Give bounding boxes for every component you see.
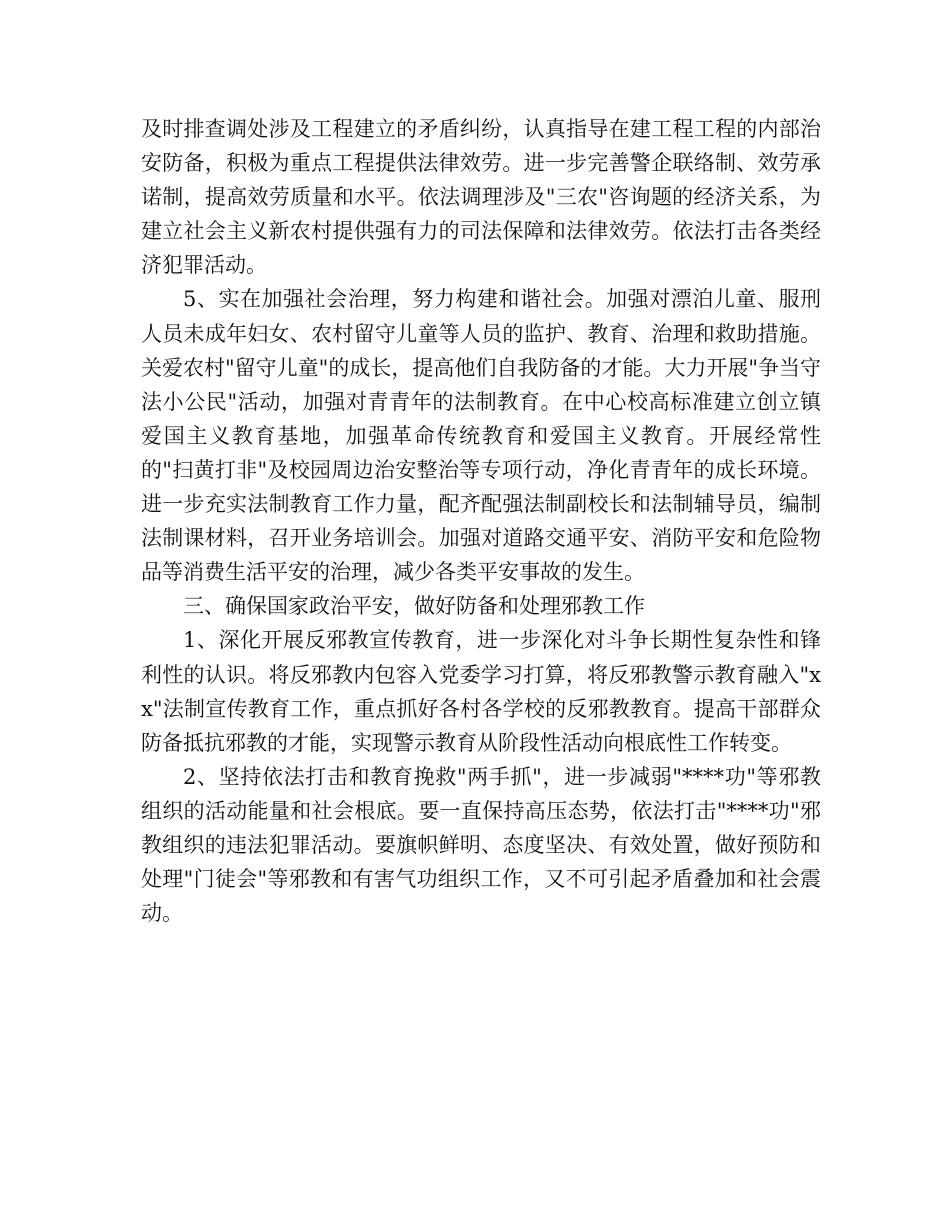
paragraph-item-1: 1、深化开展反邪教宣传教育，进一步深化对斗争长期性复杂性和锋利性的认识。将反邪教内包容入党委学习打算，将反邪教警示教育融入"xx"法制宣传教育工作，重点抓好各村各学校的反邪教教育。提高干部群众防备抵抗邪教的才能，实现警示教育从阶段性活动向根底性工作转变。 [141, 628, 821, 755]
document-body [141, 112, 821, 930]
section-heading-3: 三、确保国家政治平安，做好防备和处理邪教工作 [183, 594, 645, 619]
paragraph-item-5: 5、实在加强社会治理，努力构建和谐社会。加强对漂泊儿童、服刑人员未成年妇女、农村留守儿童等人员的监护、教育、治理和救助措施。关爱农村"留守儿童"的成长，提高他们自我防备的才能。大力开展"争当守法小公民"活动，加强对青青年的法制教育。在中心校高标准建立创立镇爱国主义教育基地，加强革命传统教育和爱国主义教育。开展经常性的"扫黄打非"及校园周边治安整治等专项行动，净化青青年的成长环境。进一步充实法制教育工作力量，配齐配强法制副校长和法制辅导员，编制法制课材料，召开业务培训会。加强对道路交通平安、消防平安和危险物品等消费生活平安的治理，减少各类平安事故的发生。 [141, 287, 821, 585]
paragraph-continuation: 及时排查调处涉及工程建立的矛盾纠纷，认真指导在建工程工程的内部治安防备，积极为重点工程提供法律效劳。进一步完善警企联络制、效劳承诺制，提高效劳质量和水平。依法调理涉及"三农"咨询题的经济关系，为建立社会主义新农村提供强有力的司法保障和法律效劳。依法打击各类经济犯罪活动。 [141, 117, 821, 278]
paragraph-item-2: 2、坚持依法打击和教育挽救"两手抓"，进一步减弱"****功"等邪教组织的活动能量和社会根底。要一直保持高压态势，依法打击"****功"邪教组织的违法犯罪活动。要旗帜鲜明、态度坚决、有效处置，做好预防和处理"门徒会"等邪教和有害气功组织工作，又不可引起矛盾叠加和社会震动。 [141, 764, 821, 926]
